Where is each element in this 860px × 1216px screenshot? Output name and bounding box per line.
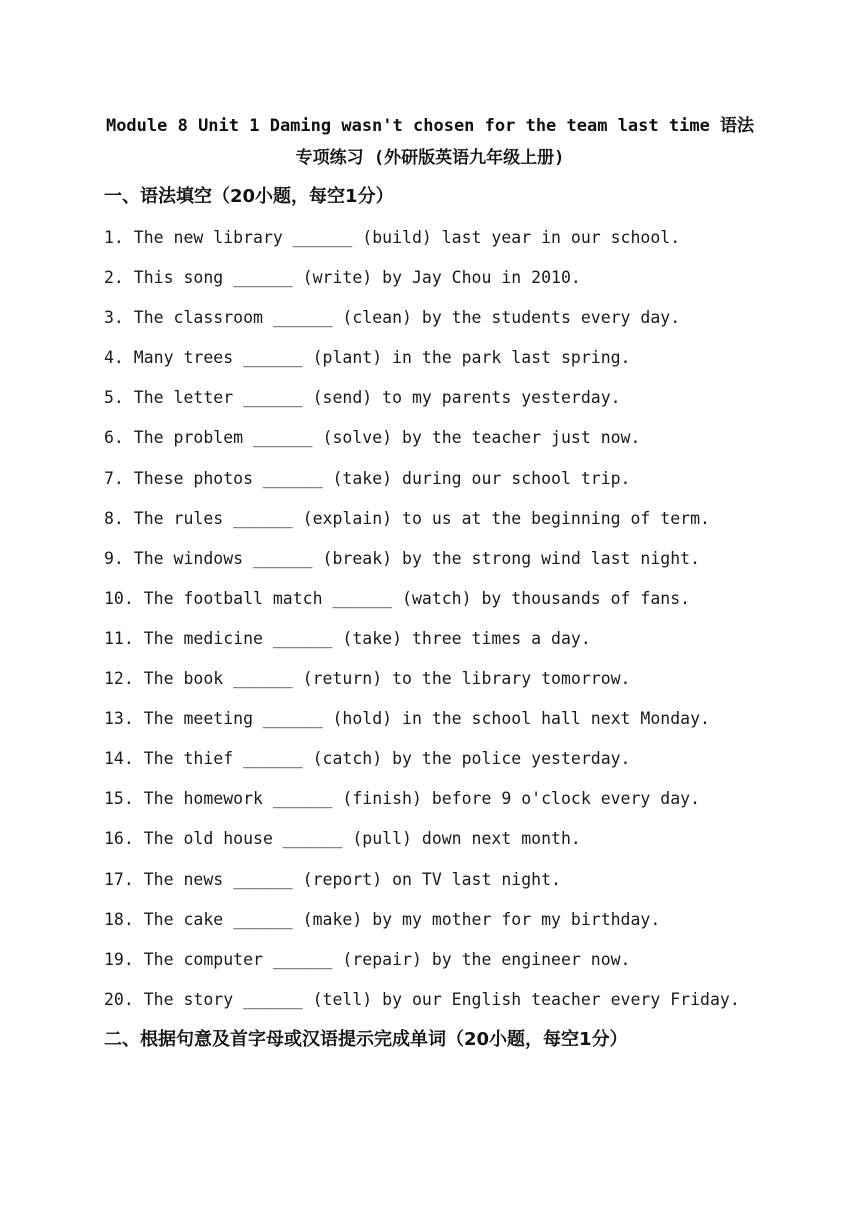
section-heading-word-completion: 二、根据句意及首字母或汉语提示完成单词（20小题，每空1分） xyxy=(104,1029,628,1050)
section-heading-grammar-fill: 一、语法填空（20小题，每空1分） xyxy=(104,186,394,207)
question-item: 13. The meeting ______ (hold) in the school hall next Monday. xyxy=(104,709,710,729)
question-item: 20. The story ______ (tell) by our English teacher every Friday. xyxy=(104,989,740,1009)
question-item: 4. Many trees ______ (plant) in the park last spring. xyxy=(104,348,631,368)
question-item: 5. The letter ______ (send) to my parents yesterday. xyxy=(104,388,621,408)
question-item: 8. The rules ______ (explain) to us at the beginning of term. xyxy=(104,508,710,528)
question-item: 6. The problem ______ (solve) by the teacher just now. xyxy=(104,428,641,448)
question-item: 17. The news ______ (report) on TV last night. xyxy=(104,869,561,889)
document-title xyxy=(80,110,780,174)
question-item: 18. The cake ______ (make) by my mother for my birthday. xyxy=(104,909,661,929)
question-item: 10. The football match ______ (watch) by thousands of fans. xyxy=(104,588,691,608)
question-item: 11. The medicine ______ (take) three times a day. xyxy=(104,628,591,648)
question-item: 2. This song ______ (write) by Jay Chou in 2010. xyxy=(104,268,581,288)
question-list xyxy=(104,224,740,1026)
question-item: 7. These photos ______ (take) during our school trip. xyxy=(104,468,631,488)
title-line-1: Module 8 Unit 1 Daming wasn't chosen for the team last time 语法 xyxy=(105,116,755,136)
question-item: 9. The windows ______ (break) by the strong wind last night. xyxy=(104,548,701,568)
question-item: 3. The classroom ______ (clean) by the students every day. xyxy=(104,308,681,328)
title-line-2: 专项练习 (外研版英语九年级上册) xyxy=(295,148,565,168)
question-item: 14. The thief ______ (catch) by the police yesterday. xyxy=(104,749,631,769)
question-item: 1. The new library ______ (build) last year in our school. xyxy=(104,228,681,247)
question-item: 16. The old house ______ (pull) down next month. xyxy=(104,829,581,849)
question-item: 19. The computer ______ (repair) by the engineer now. xyxy=(104,949,631,969)
question-item: 12. The book ______ (return) to the library tomorrow. xyxy=(104,669,631,689)
question-item: 15. The homework ______ (finish) before 9 o'clock every day. xyxy=(104,789,701,809)
